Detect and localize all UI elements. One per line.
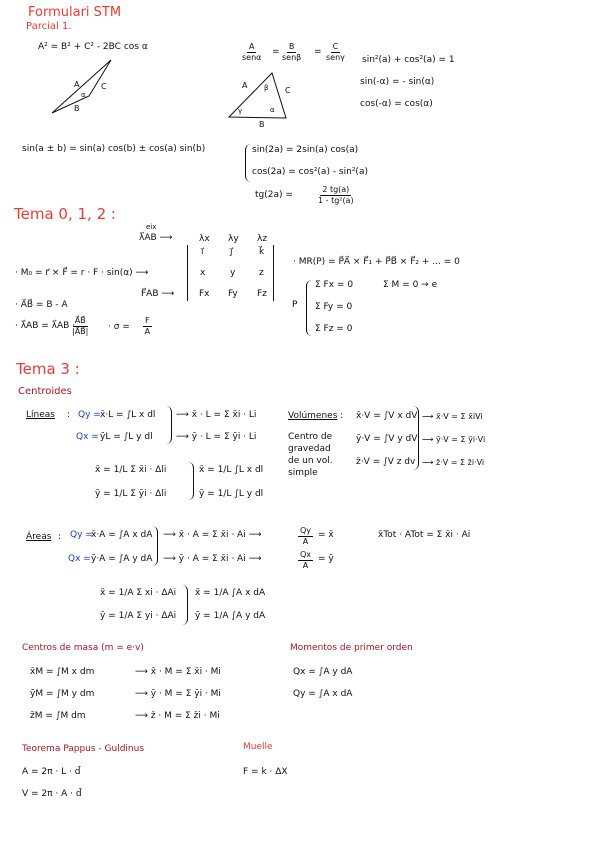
pappus-volume: V = 2π · A · d̄	[22, 789, 82, 799]
denominator: senβ	[282, 53, 302, 62]
matrix-cell: Fz	[257, 289, 267, 299]
equals: =	[314, 47, 322, 57]
document-title: Formulari STM	[28, 5, 122, 20]
hooke-law: F = k · ΔX	[243, 767, 288, 777]
brace	[182, 585, 188, 625]
eix-label: eix	[146, 223, 157, 231]
areas-discrete-y: ⟶ ȳ · A = Σ x̄i · Ai ⟶	[163, 554, 262, 564]
qx-over-a-result: = ȳ	[318, 554, 334, 564]
tri1-label-a: A	[74, 80, 80, 89]
qy-over-a-result: = x̄	[318, 530, 334, 540]
double-angle-sin: sin(2a) = 2sin(a) cos(a)	[252, 145, 359, 155]
numerator: F	[145, 316, 150, 325]
lambda-ab: λ⃗AB ⟶	[139, 233, 173, 243]
pythagorean-identity: sin²(a) + cos²(a) = 1	[362, 55, 455, 65]
pappus-heading: Teorema Pappus - Guldinus	[22, 744, 145, 754]
document-subtitle: Parcial 1.	[26, 21, 72, 32]
matrix-cell: λx	[199, 234, 210, 244]
equals: =	[272, 47, 280, 57]
volumenes-x: x̄·V = ∫V x dV	[356, 411, 418, 421]
unit-vector: · λ⃗AB = λ⃗AB ·	[15, 321, 76, 331]
matrix-left-bar	[187, 245, 188, 301]
sines-fraction-a	[242, 42, 261, 63]
masa-z: z̄M = ∫M dm	[30, 711, 86, 721]
pappus-area: A = 2π · L · d̄	[22, 767, 81, 777]
brace	[413, 406, 419, 470]
lineas-ybar-sum: ȳ = 1/L Σ ȳi · Δli	[95, 489, 167, 499]
denominator: senγ	[326, 53, 345, 62]
sines-fraction-c	[326, 42, 345, 63]
volumenes-note-1: Centro de	[288, 432, 333, 442]
areas-qx: ȳ·A = ∫A y dA	[91, 554, 153, 564]
denominator: senα	[242, 53, 262, 62]
lineas-ybar-int: ȳ = 1/L ∫L y dl	[199, 489, 264, 499]
moment-formula: · M₀ = r⃗ × F⃗ = r · F · sin(α) ⟶	[15, 268, 149, 278]
sines-fraction-b	[282, 42, 301, 63]
brace	[245, 144, 251, 182]
brace	[306, 280, 312, 336]
sum-fx: Σ Fx = 0	[315, 280, 354, 290]
volumenes-rz: ⟶ z̄·V = Σ z̄i·Vi	[422, 458, 485, 467]
numerator: C	[332, 42, 339, 51]
qx-over-a	[298, 550, 313, 571]
numerator: 2 tg(a)	[322, 185, 350, 194]
volumenes-note-4: simple	[288, 468, 318, 478]
qy-label: Qy =	[78, 410, 101, 420]
sum-fz: Σ Fz = 0	[315, 324, 353, 334]
matrix-cell: k⃗	[259, 247, 265, 257]
numerator: A	[248, 42, 255, 51]
numerator: B	[288, 42, 295, 51]
tri2-label-alpha: α	[270, 106, 275, 114]
masa-rz: ⟶ z̄ · M = Σ z̄i · Mi	[135, 711, 220, 721]
double-angle-cos: cos(2a) = cos²(a) - sin²(a)	[252, 167, 368, 177]
volumenes-z: z̄·V = ∫V z dv	[356, 457, 416, 467]
composite-centroid: x̄Tot · ATot = Σ x̄i · Ai	[378, 530, 471, 540]
matrix-cell: Fy	[228, 289, 238, 299]
qy-label: Qy =	[70, 530, 93, 540]
vector-ab: · A⃗B⃗ = B - A	[15, 300, 68, 310]
sum-formula: sin(a ± b) = sin(a) cos(b) ± cos(a) sin(b)	[22, 144, 206, 154]
double-angle-tg-fraction	[318, 185, 354, 206]
brace	[166, 406, 172, 444]
sum-fy: Σ Fy = 0	[315, 302, 353, 312]
momentos-qy: Qy = ∫A x dA	[293, 689, 353, 699]
sum-m: Σ M = 0 → e	[383, 280, 438, 290]
tri1-label-c: C	[101, 82, 107, 91]
matrix-cell: j⃗	[230, 247, 233, 257]
matrix-cell: λz	[257, 234, 268, 244]
lineas-qx: ȳL = ∫L y dl	[100, 432, 153, 442]
unit-vector-fraction	[72, 316, 88, 337]
volumenes-label: Volúmenes	[288, 411, 338, 421]
volumenes-note-3: de un vol.	[288, 456, 333, 466]
numerator: Qy	[300, 526, 312, 535]
qx-label: Qx =	[68, 554, 91, 564]
point-p: P	[292, 300, 298, 310]
masa-heading: Centros de masa (m = e·v)	[22, 643, 144, 653]
matrix-cell: λy	[228, 234, 239, 244]
volumenes-rx: ⟶ x̄·V = Σ x̄iVi	[422, 412, 483, 421]
cosine-law: A² = B² + C² - 2BC cos α	[38, 42, 148, 52]
tri2-label-b: B	[259, 120, 265, 129]
areas-xbar-int: x̄ = 1/A ∫A x dA	[195, 588, 266, 598]
stress-fraction	[143, 316, 152, 337]
matrix-cell: z	[259, 268, 264, 278]
stress-formula: · σ =	[108, 322, 130, 332]
matrix-cell: i⃗	[201, 247, 204, 257]
colon: :	[67, 410, 71, 420]
brace	[152, 526, 158, 566]
matrix-cell: x	[200, 268, 206, 278]
double-angle-tg: tg(2a) =	[255, 190, 293, 200]
tri1-label-b: B	[74, 104, 80, 113]
sine-odd-identity: sin(-α) = - sin(α)	[360, 77, 435, 87]
cosine-even-identity: cos(-α) = cos(α)	[360, 99, 433, 109]
lineas-discrete-y: ⟶ ȳ · L = Σ ȳi · Li	[176, 432, 257, 442]
tri2-label-beta: β	[264, 84, 269, 92]
qy-over-a	[298, 526, 313, 547]
areas-xbar-sum: x̄ = 1/A Σ xi · ΔAi	[100, 588, 177, 598]
lineas-xbar-int: x̄ = 1/L ∫L x dl	[199, 465, 264, 475]
volumenes-note-2: gravedad	[288, 444, 331, 454]
masa-ry: ⟶ ȳ · M = Σ ȳi · Mi	[135, 689, 221, 699]
denominator: |A⃗B⃗|	[72, 327, 89, 336]
lineas-qy: x̄·L = ∫L x dl	[100, 410, 156, 420]
areas-ybar-int: ȳ = 1/A ∫A y dA	[195, 611, 266, 621]
tri2-label-gamma: γ	[238, 107, 243, 115]
matrix-cell: y	[230, 268, 236, 278]
momentos-heading: Momentos de primer orden	[290, 643, 413, 653]
section-title-tema-012: Tema 0, 1, 2 :	[14, 205, 116, 223]
lineas-label: Líneas	[26, 410, 55, 420]
centroides-heading: Centroides	[18, 386, 72, 397]
muelle-heading: Muelle	[243, 742, 273, 752]
masa-x: x̄M = ∫M x dm	[30, 667, 95, 677]
colon: :	[340, 411, 344, 421]
tri2-label-a: A	[242, 81, 248, 90]
volumenes-ry: ⟶ ȳ·V = Σ ȳi·Vi	[422, 435, 486, 444]
areas-ybar-sum: ȳ = 1/A Σ yi · ΔAi	[100, 611, 177, 621]
lineas-discrete-x: ⟶ x̄ · L = Σ x̄i · Li	[176, 410, 257, 420]
masa-rx: ⟶ x̄ · M = Σ x̄i · Mi	[135, 667, 221, 677]
qx-label: Qx =	[76, 432, 99, 442]
areas-discrete-x: ⟶ x̄ · A = Σ x̄i · Ai ⟶	[163, 530, 262, 540]
tri2-label-c: C	[285, 86, 291, 95]
masa-y: ȳM = ∫M y dm	[30, 689, 95, 699]
areas-label: Áreas	[26, 532, 52, 542]
section-title-tema-3: Tema 3 :	[16, 360, 80, 378]
lineas-xbar-sum: x̄ = 1/L Σ x̄i · Δli	[95, 465, 167, 475]
momentos-qx: Qx = ∫A y dA	[293, 667, 353, 677]
denominator: 1 - tg²(a)	[318, 196, 354, 205]
tri1-label-alpha: α	[81, 91, 86, 99]
resultant-moment: · MR(P) = P⃗A⃗ × F⃗₁ + P⃗B⃗ × F⃗₂ + ... = 0	[293, 257, 460, 267]
denominator: A	[144, 327, 151, 336]
force-ab: F⃗AB ⟶	[141, 289, 175, 299]
matrix-right-bar	[273, 245, 274, 301]
numerator: A⃗B⃗	[74, 316, 86, 325]
numerator: Qx	[300, 550, 312, 559]
colon: :	[58, 532, 62, 542]
denominator: A	[302, 561, 309, 570]
brace	[188, 462, 194, 500]
denominator: A	[302, 537, 309, 546]
volumenes-y: ȳ·V = ∫V y dV	[356, 434, 418, 444]
areas-qy: x̄·A = ∫A x dA	[91, 530, 153, 540]
matrix-cell: Fx	[199, 289, 210, 299]
